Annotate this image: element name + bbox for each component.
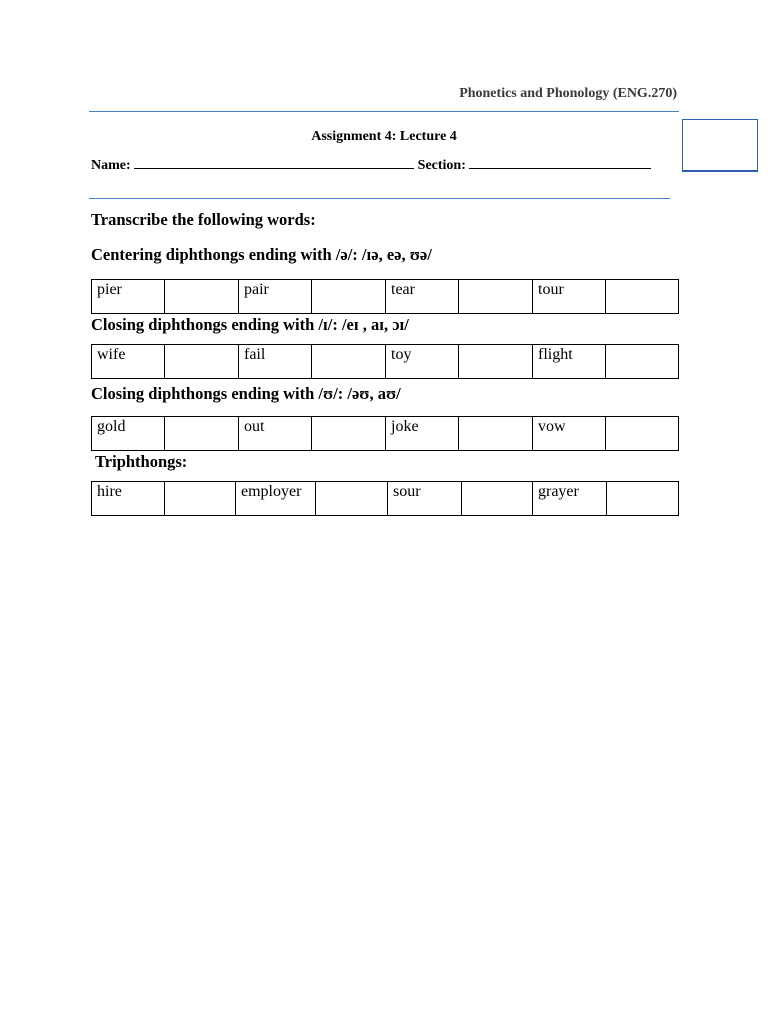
word-cell: gold [92, 417, 165, 451]
section-heading-closing-i: Closing diphthongs ending with /ɪ/: /eɪ , aɪ, ɔɪ/ [91, 315, 409, 334]
word-cell: toy [386, 345, 459, 379]
word-cell: tear [386, 280, 459, 314]
transcription-cell[interactable] [606, 417, 679, 451]
transcription-cell[interactable] [607, 482, 679, 516]
word-cell: employer [236, 482, 316, 516]
name-label: Name: [91, 158, 131, 173]
section-label: Section: [417, 158, 466, 173]
assignment-title: Assignment 4: Lecture 4 [311, 129, 457, 144]
name-section-line [91, 156, 651, 174]
score-box [682, 119, 758, 172]
transcription-cell[interactable] [165, 417, 239, 451]
table-row [92, 280, 679, 314]
word-table-closing-u [91, 416, 679, 451]
word-cell: hire [92, 482, 165, 516]
transcription-cell[interactable] [165, 482, 236, 516]
transcription-cell[interactable] [606, 280, 679, 314]
name-blank[interactable] [134, 156, 414, 169]
instructions: Transcribe the following words: [91, 210, 316, 229]
section-heading-centering: Centering diphthongs ending with /ə/: /ɪə, eə, ʊə/ [91, 245, 432, 264]
word-table-triphthongs [91, 481, 679, 516]
content-divider [89, 198, 670, 199]
course-header: Phonetics and Phonology (ENG.270) [459, 86, 677, 101]
transcription-cell[interactable] [312, 280, 386, 314]
word-cell: pair [239, 280, 312, 314]
table-row [92, 345, 679, 379]
table-row [92, 482, 679, 516]
word-cell: pier [92, 280, 165, 314]
transcription-cell[interactable] [459, 417, 533, 451]
word-cell: flight [533, 345, 606, 379]
word-cell: fail [239, 345, 312, 379]
transcription-cell[interactable] [165, 345, 239, 379]
transcription-cell[interactable] [312, 417, 386, 451]
word-cell: sour [388, 482, 462, 516]
section-heading-closing-u: Closing diphthongs ending with /ʊ/: /əʊ, aʊ/ [91, 384, 401, 403]
transcription-cell[interactable] [459, 280, 533, 314]
word-table-centering [91, 279, 679, 314]
section-heading-triphthongs: Triphthongs: [95, 452, 188, 471]
word-cell: joke [386, 417, 459, 451]
transcription-cell[interactable] [606, 345, 679, 379]
table-row [92, 417, 679, 451]
transcription-cell[interactable] [165, 280, 239, 314]
word-cell: vow [533, 417, 606, 451]
transcription-cell[interactable] [316, 482, 388, 516]
transcription-cell[interactable] [462, 482, 533, 516]
word-cell: grayer [533, 482, 607, 516]
word-cell: tour [533, 280, 606, 314]
header-divider [89, 111, 679, 112]
transcription-cell[interactable] [459, 345, 533, 379]
section-blank[interactable] [469, 156, 651, 169]
transcription-cell[interactable] [312, 345, 386, 379]
word-table-closing-i [91, 344, 679, 379]
word-cell: out [239, 417, 312, 451]
word-cell: wife [92, 345, 165, 379]
